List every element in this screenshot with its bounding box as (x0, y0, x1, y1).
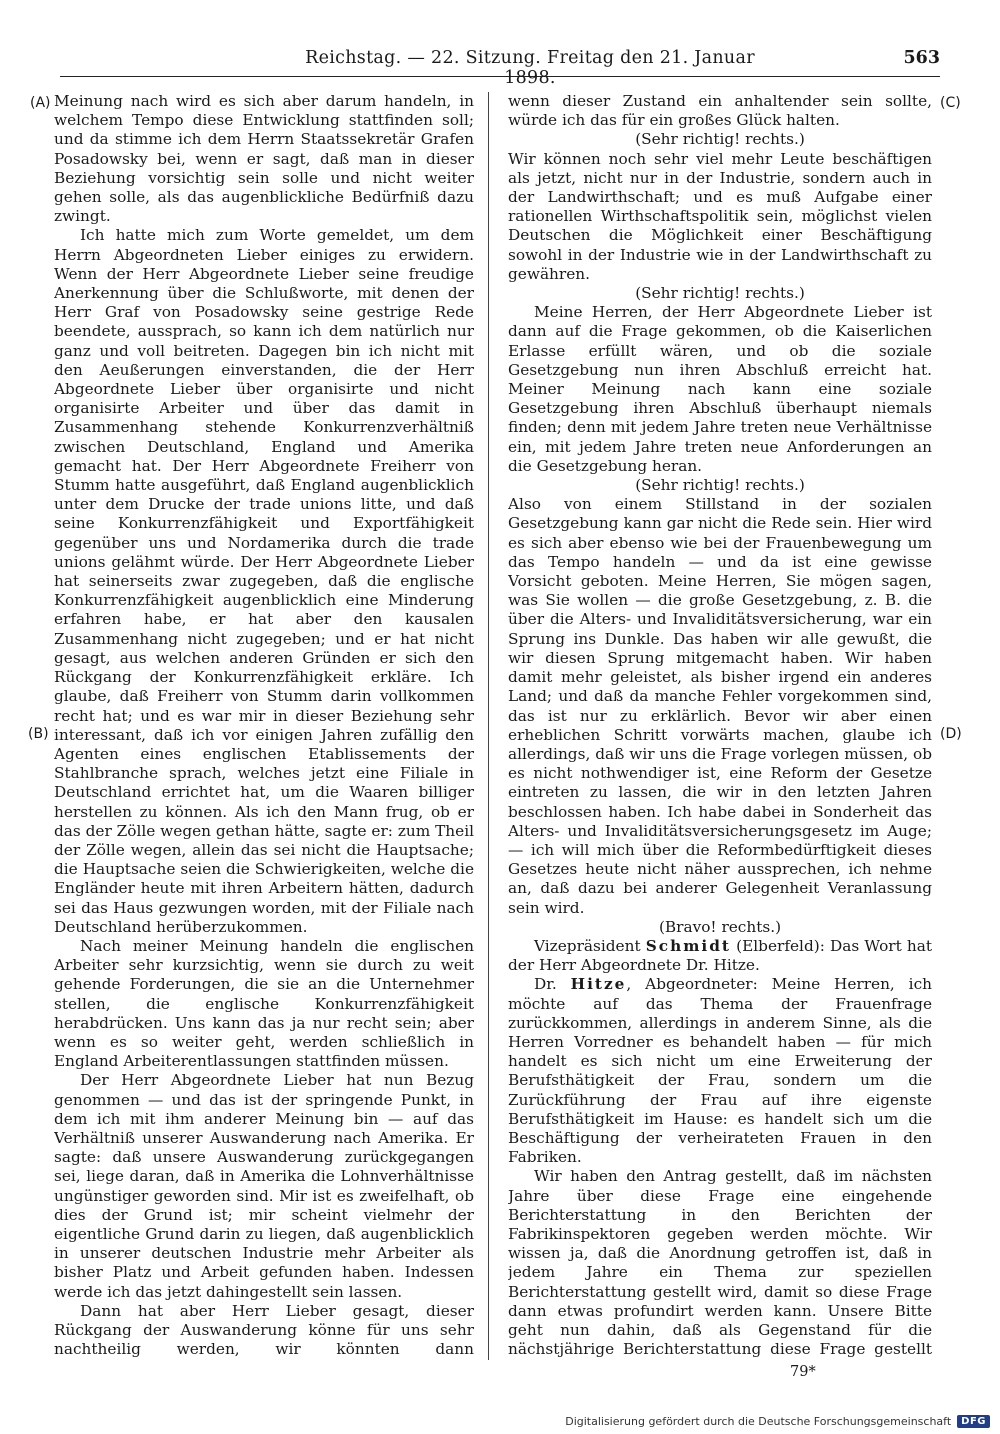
speaker-name: Hitze (570, 975, 627, 994)
footer-text: Digitalisierung gefördert durch die Deutsche Forschungsgemeinschaft (565, 1415, 952, 1428)
speaker-text: , Abgeordneter: Meine Herren, ich möchte auf das Thema der Frauenfrage zurückkommen, allerdings in anderem Sinne, als die Herren Vorredner es behandelt haben — für mich handelt es sich nicht um eine Erweiterung der Berufsthätigkeit der Frau, sondern um die Zurückführung der Frau auf ihre eigenste Berufsthätigkeit im Hause: es handelt sich um die Beschäftigung der verheirateten Frauen in den Fabriken. (508, 975, 932, 1167)
speaker-role: Vizepräsident (534, 936, 641, 955)
interjection: (Bravo! rechts.) (658, 917, 782, 936)
header-title: Reichstag. — 22. Sitzung. Freitag den 21. Januar 1898. (305, 48, 755, 88)
margin-marker-b: (B) (28, 726, 49, 742)
digitization-footer (565, 1415, 990, 1428)
paragraph: Wir haben den Antrag gestellt, daß im nächsten Jahre über diese Frage eine eingehende Berichterstattung in den Berichten der Fabrikinspektoren gegeben werden möchte. Wir wissen ja, daß die Anordnung getroffen ist, daß in jedem Jahre ein Thema zur speziellen Berichterstattung gestellt wird, damit so diese Frage dann etwas profundirt werden kann. Unsere Bitte geht nun dahin, daß als Gegenstand für die nächstjährige Berichterstattung diese Frage gestellt (508, 1167, 932, 1359)
interjection: (Sehr richtig! rechts.) (635, 284, 805, 303)
speaker-paragraph (508, 937, 932, 975)
speaker-name: Schmidt (645, 936, 731, 955)
paragraph: Also von einem Stillstand in der sozialen Gesetzgebung kann gar nicht die Rede sein. Hier wird es sich aber ebenso wie bei der Frauenbewegung um das Tempo handeln — und da ist eine gewisse Vorsicht geboten. Meine Herren, Sie mögen sagen, was Sie wollen — die große Gesetzgebung, z. B. die über die Alters- und Invaliditätsversicherung, war ein Sprung ins Dunkle. Das haben wir alle gewußt, die wir diesen Sprung mitgemacht haben. Wir haben damit mehr geleistet, als bisher irgend ein anderes Land; und daß da manche Fehler vorgekommen sind, das ist nur zu erklärlich. Bevor wir aber einen erheblichen Schritt vorwärts machen, glaube ich allerdings, daß wir uns die Frage vorlegen müssen, ob es nicht nothwendiger ist, eine Reform der Gesetze eintreten zu lassen, die wir in den letzten Jahren beschlossen haben. Ich habe dabei in Sonderheit das Alters- und Invaliditätsversicherungsgesetz im Auge; — ich will mich über die Reformbedürftigkeit dieses Gesetzes heute nicht näher aussprechen, ich nehme an, daß dazu bei anderer Gelegenheit Veranlassung sein wird. (508, 495, 932, 917)
paragraph: Dann hat aber Herr Lieber gesagt, dieser Rückgang der Auswanderung könne für uns sehr nachtheilig werden, wir könnten dann (54, 1301, 474, 1359)
running-header (60, 44, 940, 88)
sheet-signature: 79* (790, 1364, 816, 1380)
paragraph: Meinung nach wird es sich aber darum handeln, in welchem Tempo diese Entwicklung stattfinden soll; und da stimme ich dem Herrn Staatssekretär Grafen Posadowsky bei, wenn er sagt, daß man in dieser Beziehung vorsichtig sein solle und nicht weiter gehen solle, als das augenblickliche Bedürfniß dazu zwingt. (54, 92, 474, 226)
speaker-title: Dr. (534, 975, 557, 994)
dfg-logo-icon: DFG (957, 1415, 990, 1428)
paragraph: Ich hatte mich zum Worte gemeldet, um dem Herrn Abgeordneten Lieber einiges zu erwidern. Wenn der Herr Abgeordnete Lieber seine freudige Anerkennung über die Schlußworte, mit denen der Herr Graf von Posadowsky seine gestrige Rede beendete, aussprach, so kann ich dem natürlich nur ganz und voll beitreten. Dagegen bin ich nicht mit den Aeußerungen einverstanden, die der Herr Abgeordnete Lieber über organisirte und nicht organisirte Arbeiter und über das damit in Zusammenhang stehende Konkurrenzverhältniß zwischen Deutschland, England und Amerika gemacht hat. Der Herr Abgeordnete Freiherr von Stumm hatte ausgeführt, daß England augenblicklich unter dem Drucke der trade unions litte, und daß seine Konkurrenzfähigkeit und Exportfähigkeit gegenüber uns und Nordamerika durch die trade unions gelähmt würde. Der Herr Abgeordnete Lieber hat seinerseits zwar zugegeben, daß die englische Konkurrenzfähigkeit augenblicklich eine Minderung erfahren habe, er hat aber den kausalen Zusammenhang nicht zugegeben; und er hat nicht gesagt, aus welchen anderen Gründen er sich den Rückgang der Konkurrenzfähigkeit erkläre. Ich glaube, daß Freiherr von Stumm darin vollkommen recht hat; und es war mir in dieser Beziehung sehr interessant, daß ich vor einigen Jahren zufällig den Agenten eines englischen Etablissements der Stahlbranche sprach, welches jetzt eine Filiale in Deutschland errichtet hat, um die Waaren billiger herstellen zu können. Als ich den Mann frug, ob er das der Zölle wegen gethan hätte, sagte er: zum Theil der Zölle wegen, allein das sei nicht die Hauptsache; die Hauptsache seien die Schwierigkeiten, welche die Engländer heute mit ihren Arbeitern hätten, dadurch sei das Haus gezwungen worden, mit der Filiale nach Deutschland herüberzukommen. (54, 226, 474, 936)
speaker-text: (Elberfeld): Das Wort hat der Herr Abgeordnete Dr. Hitze. (508, 936, 932, 975)
interjection: (Sehr richtig! rechts.) (635, 130, 805, 149)
paragraph: Meine Herren, der Herr Abgeordnete Lieber ist dann auf die Frage gekommen, ob die Kaiserlichen Erlasse erfüllt wären, und ob die soziale Gesetzgebung nun ihren Abschluß erreicht hat. Meiner Meinung nach kann eine soziale Gesetzgebung ihren Abschluß überhaupt niemals finden; denn mit jedem Jahre treten neue Verhältnisse ein, mit jedem Jahre treten neue Anforderungen an die Gesetzgebung heran. (508, 303, 932, 475)
margin-marker-d: (D) (940, 726, 962, 742)
speaker-paragraph (508, 975, 932, 1167)
interjection: (Sehr richtig! rechts.) (635, 476, 805, 495)
column-divider (488, 92, 489, 1360)
right-column (508, 92, 932, 1360)
page-number: 563 (903, 48, 940, 68)
margin-marker-a: (A) (30, 95, 51, 111)
left-column (54, 92, 474, 1360)
paragraph: Der Herr Abgeordnete Lieber hat nun Bezug genommen — und das ist der springende Punkt, in dem ich mit ihm anderer Meinung bin — auf das Verhältniß unserer Auswanderung nach Amerika. Er sagte: daß unsere Auswanderung zurückgegangen sei, liege daran, daß in Amerika die Lohnverhältnisse ungünstiger geworden sind. Mir ist es zweifelhaft, ob dies der Grund ist; mir scheint vielmehr der eigentliche Grund darin zu liegen, daß augenblicklich in unserer deutschen Industrie mehr Arbeiter als bisher Platz und Arbeit gefunden haben. Indessen werde ich das jetzt dahingestellt sein lassen. (54, 1071, 474, 1301)
paragraph: wenn dieser Zustand ein anhaltender sein sollte, würde ich das für ein großes Glück halten. (508, 92, 932, 130)
paragraph: Wir können noch sehr viel mehr Leute beschäftigen als jetzt, nicht nur in der Industrie, sondern auch in der Landwirthschaft; und es muß Aufgabe einer rationellen Wirthschaftspolitik sein, möglichst vielen Deutschen die Möglichkeit einer Beschäftigung sowohl in der Industrie wie in der Landwirthschaft zu gewähren. (508, 149, 932, 283)
margin-marker-c: (C) (940, 95, 961, 111)
paragraph: Nach meiner Meinung handeln die englischen Arbeiter sehr kurzsichtig, wenn sie durch zu weit gehende Forderungen, die sie an die Unternehmer stellen, die englische Konkurrenzfähigkeit herabdrücken. Uns kann das ja nur recht sein; aber wenn es so weiter geht, werden schließlich in England Arbeiterentlassungen stattfinden müssen. (54, 936, 474, 1071)
